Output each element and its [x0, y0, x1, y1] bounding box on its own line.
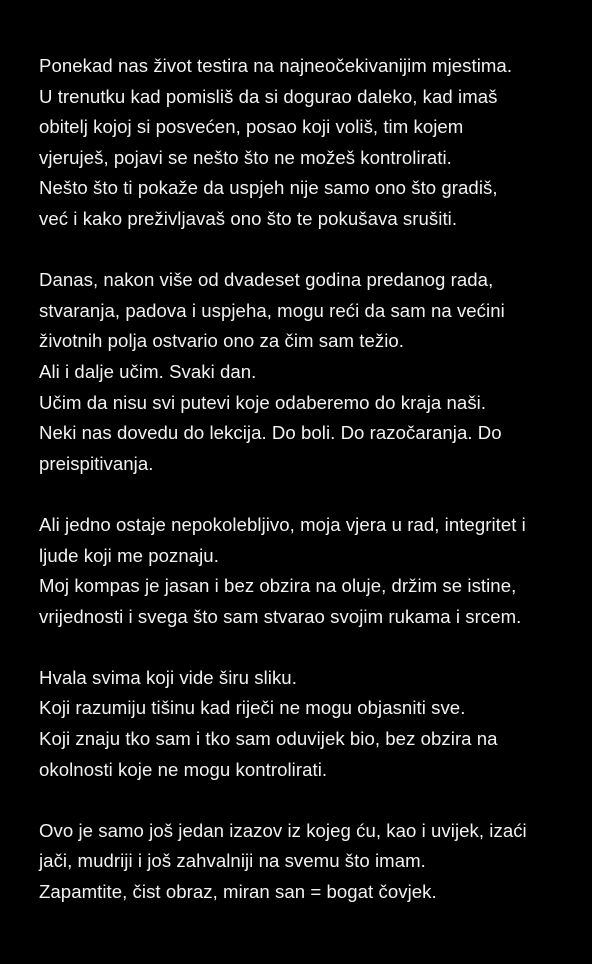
- text-line: Ovo je samo još jedan izazov iz kojeg ću, kao i uvijek, izaći: [39, 819, 527, 841]
- text-line: Ali jedno ostaje nepokolebljivo, moja vjera u rad, integritet i: [39, 513, 526, 535]
- text-line: Danas, nakon više od dvadeset godina predanog rada,: [39, 269, 494, 291]
- text-line: preispitivanja.: [39, 452, 154, 474]
- text-line: Moj kompas je jasan i bez obzira na oluje, držim se istine,: [39, 575, 517, 597]
- text-line: U trenutku kad pomisliš da si dogurao daleko, kad imaš: [39, 85, 498, 107]
- text-line: Koji znaju tko sam i tko sam oduvijek bio, bez obzira na: [39, 728, 498, 750]
- text-line: Neki nas dovedu do lekcija. Do boli. Do razočaranja. Do: [39, 422, 502, 444]
- paragraph-4: [39, 663, 584, 785]
- text-line: Ali i dalje učim. Svaki dan.: [39, 360, 257, 382]
- text-line: Učim da nisu svi putevi koje odaberemo do kraja naši.: [39, 391, 487, 413]
- paragraph-1: [39, 51, 584, 235]
- text-line: Koji razumiju tišinu kad riječi ne mogu objasniti sve.: [39, 697, 466, 719]
- text-line: stvaranja, padova i uspjeha, mogu reći da sam na većini: [39, 299, 505, 321]
- text-line: već i kako preživljavaš ono što te pokušava srušiti.: [39, 207, 458, 229]
- text-line: ljude koji me poznaju.: [39, 544, 219, 566]
- text-line: Zapamtite, čist obraz, miran san = bogat čovjek.: [39, 881, 437, 903]
- text-line: Ponekad nas život testira na najneočekivanijim mjestima.: [39, 55, 513, 76]
- paragraph-3: [39, 510, 584, 632]
- text-line: Nešto što ti pokaže da uspjeh nije samo ono što gradiš,: [39, 177, 498, 199]
- text-line: vjeruješ, pojavi se nešto što ne možeš kontrolirati.: [39, 146, 452, 168]
- paragraph-2: [39, 265, 584, 479]
- text-line: jači, mudriji i još zahvalniji na svemu što imam.: [39, 850, 426, 872]
- text-line: Hvala svima koji vide širu sliku.: [39, 666, 297, 688]
- text-line: okolnosti koje ne mogu kontrolirati.: [39, 758, 328, 780]
- paragraph-5: [39, 816, 584, 908]
- text-line: obitelj kojoj si posvećen, posao koji voliš, tim kojem: [39, 116, 464, 138]
- text-line: životnih polja ostvario ono za čim sam težio.: [39, 330, 404, 352]
- statement-text: [39, 51, 584, 908]
- text-line: vrijednosti i svega što sam stvarao svojim rukama i srcem.: [39, 605, 522, 627]
